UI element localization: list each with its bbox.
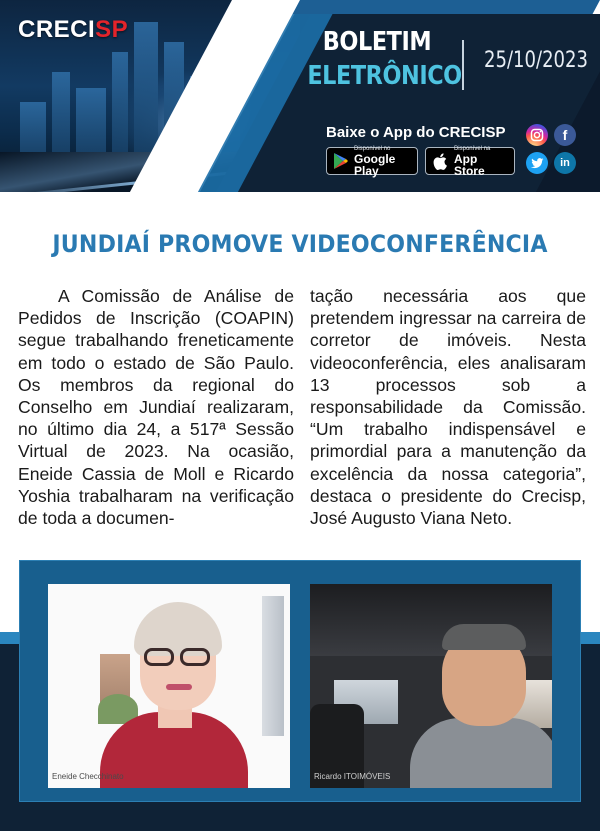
crecisp-logo [18,16,128,44]
newsletter-title-line2: ELETRÔNICO [307,61,462,91]
app-download-label: Baixe o App do CRECISP [326,124,506,141]
article-column-right: tação necessária aos que pretendem ingressar na carreira de corretor de imóveis. Nesta videoconferência, eles analisaram 13 processos sob a responsabilidade da Comissão. “Um trabalho indispensável e primordial para a manutenção da excelência da nossa categoria”, destaca o presidente do Crecisp, José Augusto Viana Neto. [310,286,586,529]
app-store-label: App Store [453,151,485,178]
logo-text-sp: SP [95,16,129,43]
article-headline: JUNDIAÍ PROMOVE VIDEOCONFERÊNCIA [52,230,548,258]
title-divider [462,40,464,90]
article-column-left: A Comissão de Análise de Pedidos de Inscrição (COAPIN) segue trabalhando freneticamente em todo o estado de São Paulo. Os membros da regional do Conselho em Jundiaí realizaram, no último dia 24, a 517ª Sessão Virtual de 2023. Na ocasião, Eneide Cassia de Moll e Ricardo Yoshia trabalharam na verificação de toda a documen- [18,286,294,529]
app-store-small-text: Disponível na [453,145,491,152]
google-play-button[interactable] [326,145,418,178]
logo-text: CRECI [18,16,96,43]
photo-caption-2: Ricardo ITOIMÓVEIS [314,772,391,781]
photo-caption-1: Eneide Checchinato [52,772,124,781]
facebook-icon[interactable]: f [554,124,576,146]
google-play-label: Google Play [354,151,396,178]
participant-photo-ricardo [310,584,552,788]
linkedin-icon[interactable]: in [554,152,576,174]
participant-photo-eneide [48,584,290,788]
google-play-icon [333,152,349,170]
google-play-small-text: Disponível no [354,145,391,152]
issue-date: 25/10/2023 [484,48,588,73]
instagram-icon[interactable] [526,124,548,146]
app-store-button[interactable] [425,145,515,178]
apple-icon [432,152,449,170]
newsletter-title-line1: BOLETIM [322,27,432,57]
newsletter-header [0,0,600,192]
twitter-icon[interactable] [526,152,548,174]
